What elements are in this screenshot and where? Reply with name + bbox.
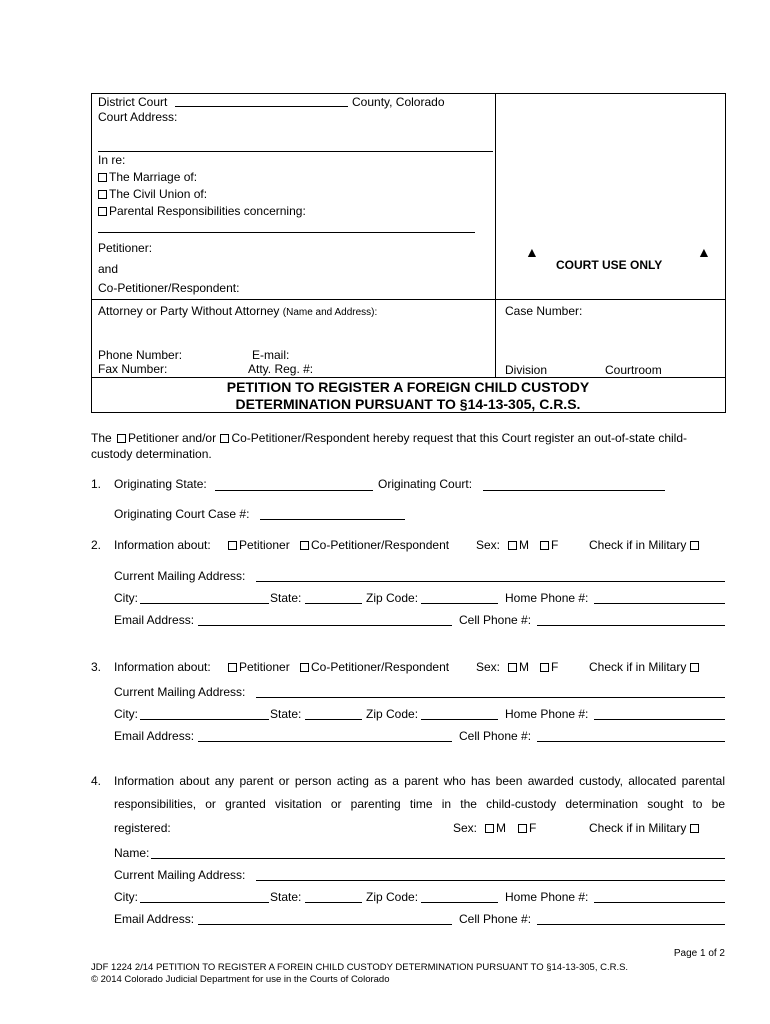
item4-home-phone-field[interactable]	[594, 902, 725, 903]
item2-info-label: Information about:	[114, 538, 211, 552]
item2-co-petitioner-checkbox[interactable]	[300, 541, 309, 550]
title-divider	[92, 377, 725, 378]
item4-sex-f-checkbox[interactable]	[518, 824, 527, 833]
item4-name-label: Name:	[114, 846, 150, 860]
court-use-only-label: COURT USE ONLY	[556, 258, 663, 272]
item2-sex-f-checkbox[interactable]	[540, 541, 549, 550]
originating-court-field[interactable]	[483, 490, 665, 491]
item3-petitioner-label: Petitioner	[239, 660, 290, 674]
item4-city-label: City:	[114, 890, 138, 904]
item3-info-label: Information about:	[114, 660, 211, 674]
division-label: Division	[505, 363, 548, 377]
marriage-option[interactable]	[98, 170, 197, 184]
district-court-label: District Court	[98, 95, 168, 109]
county-label: County, Colorado	[352, 95, 445, 109]
item2-state-field[interactable]	[305, 603, 362, 604]
caption-divider-vertical	[495, 94, 496, 377]
item3-sex-f-option[interactable]	[540, 660, 558, 674]
item3-co-petitioner-option[interactable]	[300, 660, 449, 674]
item3-state-field[interactable]	[305, 719, 362, 720]
item3-military-label: Check if in Military	[589, 660, 687, 674]
marriage-option-label: The Marriage of:	[109, 170, 198, 184]
item2-cell-phone-label: Cell Phone #:	[459, 613, 532, 627]
item4-sex-m-label: M	[496, 821, 506, 835]
item2-home-phone-label: Home Phone #:	[505, 591, 589, 605]
item2-sex-f-label: F	[551, 538, 559, 552]
item4-line-3: registered:	[114, 821, 171, 835]
court-address-label: Court Address:	[98, 110, 178, 124]
item4-cell-phone-field[interactable]	[537, 924, 725, 925]
item3-military-option[interactable]	[589, 660, 701, 674]
intro-line-2: custody determination.	[91, 447, 212, 461]
item4-zip-label: Zip Code:	[366, 890, 419, 904]
up-triangle-left-icon: ▲	[525, 244, 539, 260]
item2-petitioner-label: Petitioner	[239, 538, 290, 552]
page-title-line-2: DETERMINATION PURSUANT TO §14-13-305, C.R.S.	[235, 396, 581, 412]
up-triangle-right-icon: ▲	[697, 244, 711, 260]
item4-line-1: Information about any parent or person acting as a parent who has been awarded custody, allocated parental	[114, 774, 725, 788]
item2-sex-label: Sex:	[476, 538, 501, 552]
and-label: and	[98, 262, 119, 276]
item4-email-label: Email Address:	[114, 912, 195, 926]
item3-mailing-field[interactable]	[256, 697, 725, 698]
item4-sex-m-checkbox[interactable]	[485, 824, 494, 833]
item2-sex-m-option[interactable]	[508, 538, 529, 552]
item3-city-label: City:	[114, 707, 138, 721]
parental-checkbox[interactable]	[98, 207, 107, 216]
item2-zip-label: Zip Code:	[366, 591, 419, 605]
item4-military-option[interactable]	[589, 821, 701, 835]
intro-co-petitioner-text: Co-Petitioner/Respondent hereby request that this Court register an out-of-state child-	[231, 431, 688, 445]
item3-military-checkbox[interactable]	[690, 663, 699, 672]
intro-petitioner-checkbox[interactable]	[117, 434, 126, 443]
item3-sex-f-checkbox[interactable]	[540, 663, 549, 672]
item3-sex-f-label: F	[551, 660, 559, 674]
item3-sex-m-checkbox[interactable]	[508, 663, 517, 672]
item2-state-label: State:	[270, 591, 302, 605]
court-address-field[interactable]	[98, 151, 493, 152]
courtroom-label: Courtroom	[605, 363, 662, 377]
item4-military-checkbox[interactable]	[690, 824, 699, 833]
item2-city-label: City:	[114, 591, 138, 605]
item4-mailing-label: Current Mailing Address:	[114, 868, 246, 882]
county-field[interactable]	[175, 106, 348, 107]
item3-zip-field[interactable]	[421, 719, 498, 720]
item4-number: 4.	[91, 774, 102, 788]
item3-sex-m-label: M	[519, 660, 529, 674]
item2-zip-field[interactable]	[421, 603, 498, 604]
item2-sex-f-option[interactable]	[540, 538, 558, 552]
item3-email-field[interactable]	[198, 741, 452, 742]
item3-number: 3.	[91, 660, 102, 674]
item2-email-label: Email Address:	[114, 613, 195, 627]
intro-petitioner-text: Petitioner and/or	[128, 431, 217, 445]
page-title-line-1: PETITION TO REGISTER A FOREIGN CHILD CUSTODY	[226, 379, 590, 395]
originating-state-field[interactable]	[215, 490, 373, 491]
item2-sex-m-label: M	[519, 538, 529, 552]
item2-military-checkbox[interactable]	[690, 541, 699, 550]
item4-line-2: responsibilities, or granted visitation or parenting time in the child-custody determination sought to be	[114, 797, 725, 811]
item3-email-label: Email Address:	[114, 729, 195, 743]
item3-petitioner-checkbox[interactable]	[228, 663, 237, 672]
item4-sex-label: Sex:	[453, 821, 478, 835]
item2-sex-m-checkbox[interactable]	[508, 541, 517, 550]
item2-home-phone-field[interactable]	[594, 603, 725, 604]
originating-case-field[interactable]	[260, 519, 405, 520]
item2-mailing-label: Current Mailing Address:	[114, 569, 246, 583]
originating-case-label: Originating Court Case #:	[114, 507, 250, 521]
item3-co-petitioner-checkbox[interactable]	[300, 663, 309, 672]
parental-option[interactable]	[98, 204, 306, 218]
item2-petitioner-option[interactable]	[228, 538, 290, 552]
phone-label: Phone Number:	[98, 348, 183, 362]
item4-city-field[interactable]	[140, 902, 269, 903]
intro-line-1	[91, 431, 687, 445]
item3-mailing-label: Current Mailing Address:	[114, 685, 246, 699]
intro-co-petitioner-checkbox[interactable]	[220, 434, 229, 443]
item4-mailing-field[interactable]	[256, 880, 725, 881]
item4-zip-field[interactable]	[421, 902, 498, 903]
attorney-sub-label: (Name and Address):	[282, 307, 378, 318]
parental-option-label: Parental Responsibilities concerning:	[109, 204, 306, 218]
item4-sex-m-option[interactable]	[485, 821, 506, 835]
item4-military-label: Check if in Military	[589, 821, 687, 835]
item3-zip-label: Zip Code:	[366, 707, 419, 721]
item2-mailing-field[interactable]	[256, 581, 725, 582]
item4-cell-phone-label: Cell Phone #:	[459, 912, 532, 926]
item3-sex-m-option[interactable]	[508, 660, 529, 674]
item4-home-phone-label: Home Phone #:	[505, 890, 589, 904]
civil-union-option[interactable]	[98, 187, 207, 201]
fax-label: Fax Number:	[98, 362, 168, 376]
item3-city-field[interactable]	[140, 719, 269, 720]
item4-sex-f-label: F	[529, 821, 537, 835]
item4-sex-f-option[interactable]	[518, 821, 536, 835]
item2-co-petitioner-label: Co-Petitioner/Respondent	[311, 538, 450, 552]
item4-email-field[interactable]	[198, 924, 452, 925]
item2-email-field[interactable]	[198, 625, 452, 626]
item3-state-label: State:	[270, 707, 302, 721]
item2-military-label: Check if in Military	[589, 538, 687, 552]
item2-petitioner-checkbox[interactable]	[228, 541, 237, 550]
form-id-footer: JDF 1224 2/14 PETITION TO REGISTER A FOREIN CHILD CUSTODY DETERMINATION PURSUANT TO §14-13-305, C.R.S.	[91, 962, 629, 973]
item2-cell-phone-field[interactable]	[537, 625, 725, 626]
intro-the: The	[91, 431, 112, 445]
co-petitioner-label: Co-Petitioner/Respondent:	[98, 281, 240, 295]
item3-home-phone-label: Home Phone #:	[505, 707, 589, 721]
item3-home-phone-field[interactable]	[594, 719, 725, 720]
originating-state-label: Originating State:	[114, 477, 207, 491]
page-number: Page 1 of 2	[673, 948, 725, 959]
atty-reg-label: Atty. Reg. #:	[248, 362, 314, 376]
item4-state-label: State:	[270, 890, 302, 904]
item2-number: 2.	[91, 538, 102, 552]
in-re-label: In re:	[98, 153, 126, 167]
item3-cell-phone-field[interactable]	[537, 741, 725, 742]
civil-union-option-label: The Civil Union of:	[109, 187, 208, 201]
petitioner-label: Petitioner:	[98, 241, 153, 255]
marriage-checkbox[interactable]	[98, 173, 107, 182]
copyright-footer: © 2014 Colorado Judicial Department for use in the Courts of Colorado	[91, 974, 390, 985]
item3-cell-phone-label: Cell Phone #:	[459, 729, 532, 743]
attorney-label	[98, 304, 377, 318]
originating-court-label: Originating Court:	[378, 477, 473, 491]
item3-petitioner-option[interactable]	[228, 660, 290, 674]
attorney-divider	[92, 299, 725, 300]
in-re-names-field[interactable]	[98, 232, 475, 233]
item4-state-field[interactable]	[305, 902, 362, 903]
item2-co-petitioner-option[interactable]	[300, 538, 449, 552]
item3-sex-label: Sex:	[476, 660, 501, 674]
item1-number: 1.	[91, 477, 102, 491]
item4-name-field[interactable]	[151, 858, 725, 859]
item2-military-option[interactable]	[589, 538, 701, 552]
civil-union-checkbox[interactable]	[98, 190, 107, 199]
item3-co-petitioner-label: Co-Petitioner/Respondent	[311, 660, 450, 674]
attorney-label-text: Attorney or Party Without Attorney	[98, 304, 280, 318]
email-label: E-mail:	[252, 348, 290, 362]
case-number-label: Case Number:	[505, 304, 583, 318]
item2-city-field[interactable]	[140, 603, 269, 604]
